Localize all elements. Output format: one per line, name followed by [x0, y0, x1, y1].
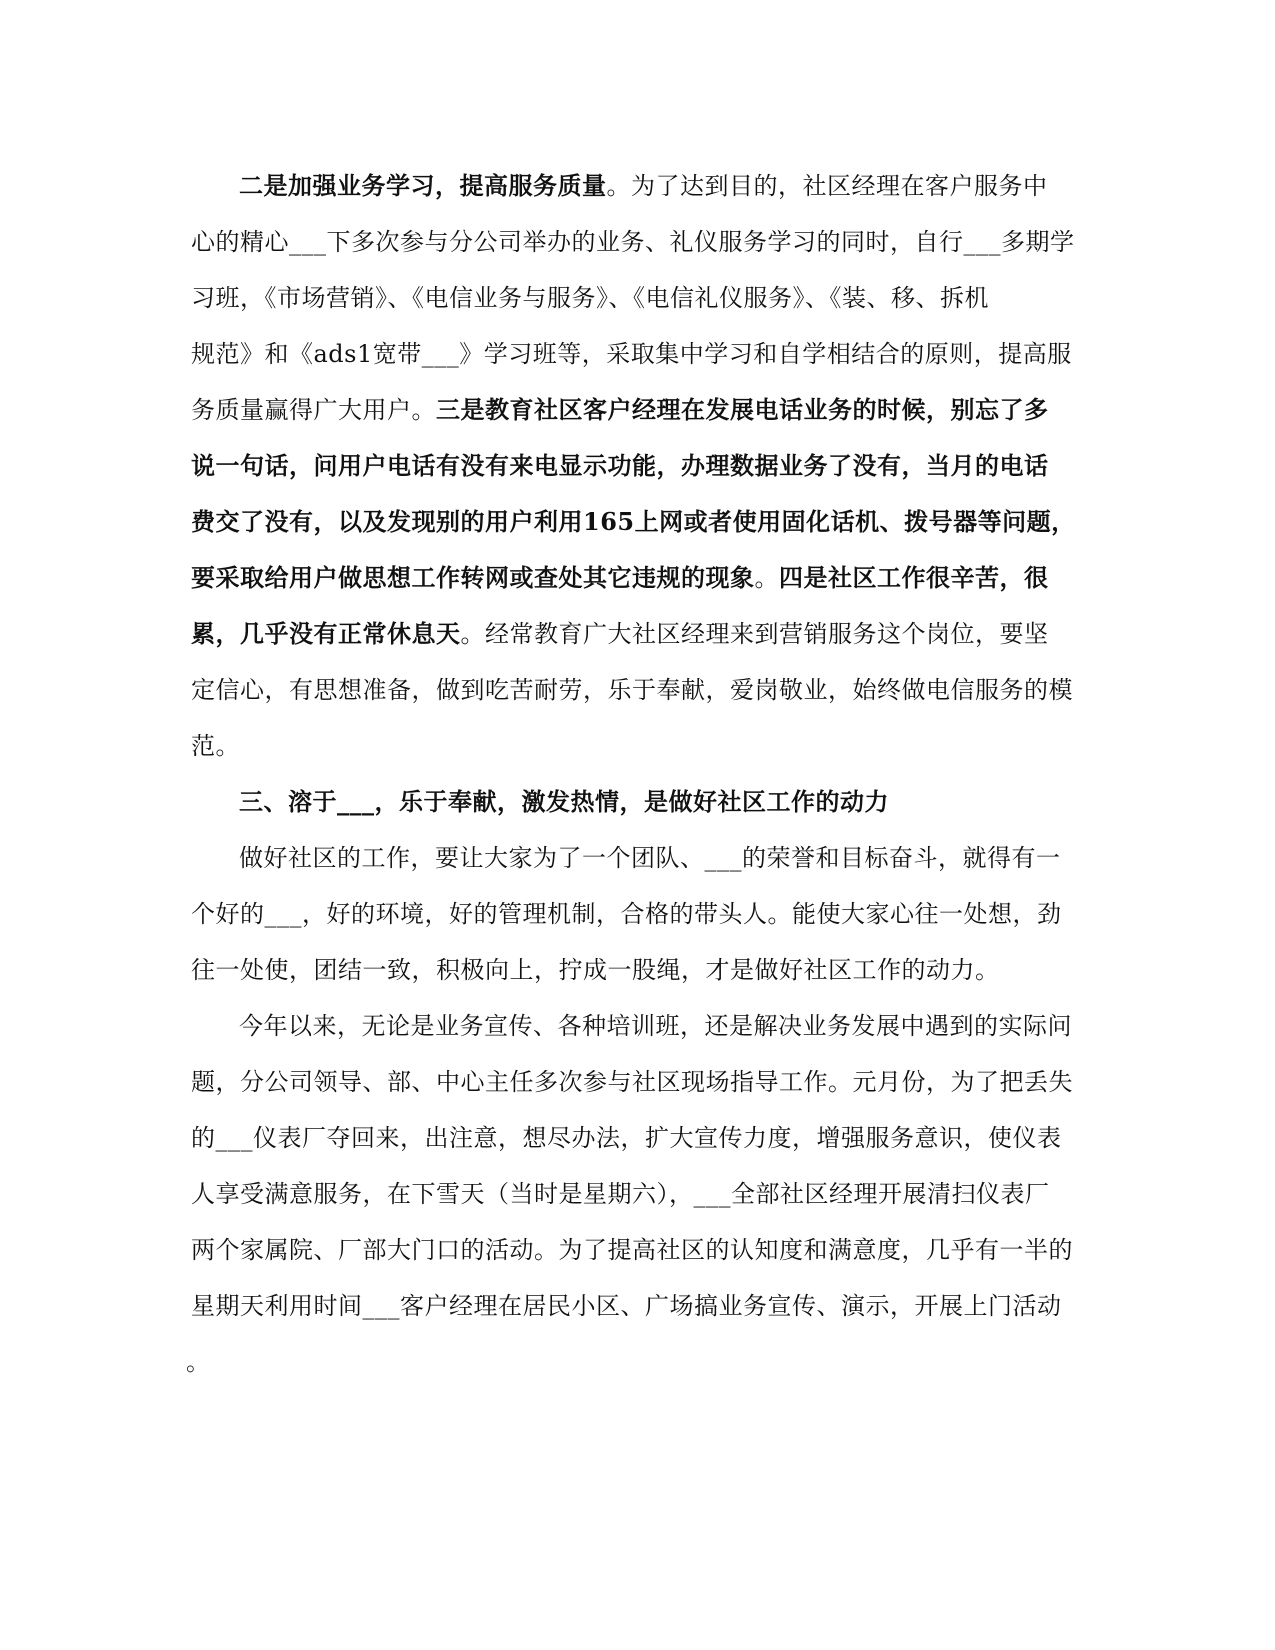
text-line: [191, 283, 989, 313]
text-line: [191, 1067, 1073, 1097]
text-line: [239, 1011, 1072, 1041]
text-run: 定信心，有思想准备，做到吃苦耐劳，乐于奉献，爱岗敬业，始终做电信服务的模: [191, 676, 1073, 704]
text-run: 务质量赢得广大用户。: [191, 396, 436, 424]
text-line: [191, 1291, 1062, 1321]
text-run: 星期天利用时间___客户经理在居民小区、广场搞业务宣传、演示，开展上门活动: [191, 1292, 1062, 1320]
text-line: [191, 451, 1049, 481]
text-run: 个好的___，好的环境，好的管理机制，合格的带头人。能使大家心往一处想，劲: [191, 900, 1062, 928]
bold-text: 三是教育社区客户经理在发展电话业务的时候，别忘了多: [436, 395, 1049, 424]
bold-text: 四是社区工作很辛苦，很: [779, 563, 1049, 592]
heading-text: 三、溶于___，乐于奉献，激发热情，是做好社区工作的动力: [239, 787, 889, 816]
text-run: 两个家属院、厂部大门口的活动。为了提高社区的认知度和满意度，几乎有一半的: [191, 1236, 1073, 1264]
text-line: [191, 507, 1076, 537]
text-line: [186, 1347, 211, 1377]
text-line: [191, 1179, 1050, 1209]
text-line: [239, 171, 1048, 201]
text-run: 范。: [191, 732, 240, 760]
text-line: [191, 339, 1072, 369]
text-line: [239, 843, 1061, 873]
text-line: [191, 955, 1000, 985]
bold-text: 要采取给用户做思想工作转网或查处其它违规的现象: [191, 563, 755, 592]
bold-text: 说一句话，问用户电话有没有来电显示功能，办理数据业务了没有，当月的电话: [191, 451, 1049, 480]
text-line: [191, 1123, 1062, 1153]
section-heading: [239, 787, 889, 817]
text-run: 。经常教育广大社区经理来到营销服务这个岗位，要坚: [460, 620, 1049, 648]
text-run: 做好社区的工作，要让大家为了一个团队、___的荣誉和目标奋斗，就得有一: [239, 844, 1061, 872]
text-line: [191, 731, 240, 761]
text-line: [191, 227, 1075, 257]
text-run: 题，分公司领导、部、中心主任多次参与社区现场指导工作。元月份，为了把丢失: [191, 1068, 1073, 1096]
text-run: 心的精心___下多次参与分公司举办的业务、礼仪服务学习的同时，自行___多期学: [191, 228, 1075, 256]
text-line: [191, 675, 1073, 705]
bold-text: 累，几乎没有正常休息天: [191, 619, 461, 648]
text-run: 今年以来，无论是业务宣传、各种培训班，还是解决业务发展中遇到的实际问: [239, 1012, 1072, 1040]
bold-text: 二是加强业务学习，提高服务质量: [239, 171, 607, 200]
text-line: [191, 899, 1062, 929]
text-run: 人享受满意服务，在下雪天（当时是星期六），___全部社区经理开展清扫仪表厂: [191, 1180, 1050, 1208]
text-line: [191, 395, 1049, 425]
text-run: 习班，《市场营销》、《电信业务与服务》、《电信礼仪服务》、《装、移、拆机: [191, 284, 989, 312]
text-line: [191, 1235, 1073, 1265]
text-line: [191, 563, 1049, 593]
text-line: [191, 619, 1049, 649]
text-run: 。: [754, 564, 779, 592]
text-run: 规范》和《ads1宽带___》学习班等，采取集中学习和自学相结合的原则，提高服: [191, 340, 1072, 368]
bold-text: 费交了没有，以及发现别的用户利用165上网或者使用固化话机、拨号器等问题，: [191, 507, 1076, 536]
text-run: 往一处使，团结一致，积极向上，拧成一股绳，才是做好社区工作的动力。: [191, 956, 1000, 984]
text-run: 的___仪表厂夺回来，出注意，想尽办法，扩大宣传力度，增强服务意识，使仪表: [191, 1124, 1062, 1152]
text-run: 。为了达到目的，社区经理在客户服务中: [606, 172, 1048, 200]
text-run: 。: [186, 1348, 211, 1376]
